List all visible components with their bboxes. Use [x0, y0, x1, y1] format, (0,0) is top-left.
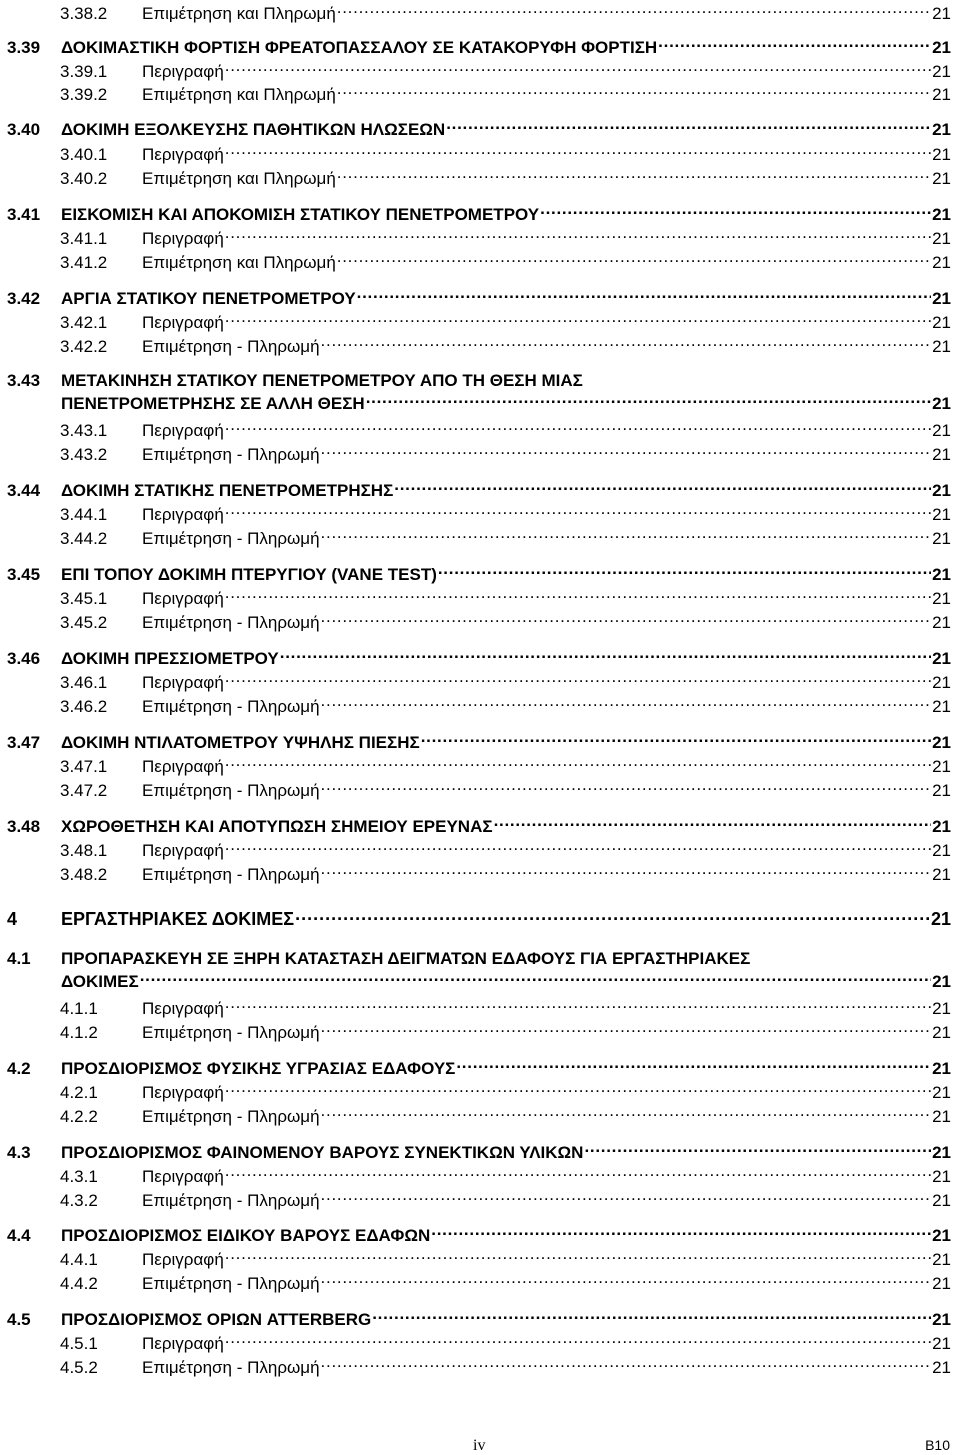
dot-leader [456, 1057, 931, 1074]
toc-title: Επιμέτρηση - Πληρωμή [142, 529, 320, 548]
toc-number: 3.46.1 [60, 673, 108, 692]
toc-entry-4-1-1[interactable] [60, 997, 951, 1020]
toc-title: Περιγραφή [142, 145, 224, 164]
toc-page: 21 [932, 505, 951, 524]
toc-entry-3-41[interactable] [7, 203, 951, 226]
toc-entry-3-47-1[interactable] [60, 755, 951, 778]
toc-page: 21 [932, 394, 951, 413]
toc-page: 21 [932, 289, 951, 308]
toc-number: 4.2.2 [60, 1107, 98, 1126]
toc-entry-3-40[interactable] [7, 118, 951, 141]
toc-entry-3-48-1[interactable] [60, 839, 951, 862]
dot-leader [225, 587, 931, 604]
toc-page: 21 [932, 865, 951, 884]
toc-title: Περιγραφή [142, 1167, 224, 1186]
dot-leader [337, 83, 931, 100]
dot-leader [225, 419, 931, 436]
dot-leader [140, 970, 931, 987]
dot-leader [225, 143, 931, 160]
toc-number: 4.5.2 [60, 1358, 98, 1377]
toc-entry-4-3-1[interactable] [60, 1165, 951, 1188]
toc-title: ΠΡΟΣΔΙΟΡΙΣΜΟΣ ΟΡΙΩΝ ATTERBERG [61, 1310, 372, 1329]
toc-entry-3-47[interactable] [7, 731, 951, 754]
toc-entry-4[interactable] [7, 907, 951, 930]
footer-page-number: iv [473, 1437, 486, 1454]
toc-page: 21 [930, 909, 951, 929]
toc-number: 4.2 [7, 1059, 31, 1078]
dot-leader [225, 1081, 931, 1098]
dot-leader [225, 311, 931, 328]
toc-number: 4.2.1 [60, 1083, 98, 1102]
toc-number: 4.1.1 [60, 999, 98, 1018]
toc-page: 21 [932, 613, 951, 632]
dot-leader [321, 1105, 932, 1122]
toc-number: 3.48 [7, 817, 41, 836]
dot-leader [225, 839, 931, 856]
dot-leader [225, 503, 931, 520]
toc-entry-3-39[interactable] [7, 36, 951, 59]
dot-leader [438, 563, 931, 580]
toc-entry-3-42-1[interactable] [60, 311, 951, 334]
toc-page: 21 [932, 1334, 951, 1353]
toc-page: 21 [932, 1107, 951, 1126]
dot-leader [421, 731, 931, 748]
toc-number: 4.4.2 [60, 1274, 98, 1293]
dot-leader [321, 1356, 932, 1373]
toc-number: 3.38.2 [60, 4, 108, 23]
toc-title: Περιγραφή [142, 1250, 224, 1269]
toc-entry-3-47-2[interactable] [60, 779, 951, 802]
dot-leader [225, 671, 931, 688]
dot-leader [321, 527, 932, 544]
toc-number: 3.47 [7, 733, 41, 752]
dot-leader [225, 227, 931, 244]
toc-page: 21 [932, 205, 951, 224]
toc-number: 3.48.1 [60, 841, 108, 860]
toc-number: 4.3.1 [60, 1167, 98, 1186]
toc-page: 21 [932, 253, 951, 272]
toc-number: 3.45.1 [60, 589, 108, 608]
toc-number: 4.4.1 [60, 1250, 98, 1269]
toc-page: 21 [932, 38, 951, 57]
dot-leader [658, 36, 931, 53]
toc-page: 21 [932, 85, 951, 104]
toc-number: 3.39 [7, 38, 41, 57]
dot-leader [321, 779, 932, 796]
toc-entry-4-3[interactable] [7, 1141, 951, 1164]
toc-number: 3.39.1 [60, 62, 108, 81]
toc-title: ΠΡΟΣΔΙΟΡΙΣΜΟΣ ΕΙΔΙΚΟΥ ΒΑΡΟΥΣ ΕΔΑΦΩΝ [61, 1226, 431, 1245]
toc-title: Επιμέτρηση - Πληρωμή [142, 865, 320, 884]
toc-entry-4-4-2[interactable] [60, 1272, 951, 1295]
toc-title-line2: ΠΕΝΕΤΡΟΜΕΤΡΗΣΗΣ ΣΕ ΑΛΛΗ ΘΕΣΗ [61, 394, 365, 413]
toc-number: 3.42 [7, 289, 41, 308]
dot-leader [321, 611, 932, 628]
toc-page: 21 [932, 313, 951, 332]
dot-leader [280, 647, 931, 664]
dot-leader [225, 1165, 931, 1182]
toc-number: 3.42.1 [60, 313, 108, 332]
toc-entry-3-40-1[interactable] [60, 143, 951, 166]
toc-entry-3-42[interactable] [7, 287, 951, 310]
toc-title: Περιγραφή [142, 589, 224, 608]
toc-number: 4 [7, 909, 18, 929]
toc-entry-3-45-2[interactable] [60, 611, 951, 634]
toc-entry-4-3-2[interactable] [60, 1189, 951, 1212]
toc-entry-3-44-2[interactable] [60, 527, 951, 550]
toc-page: 21 [932, 62, 951, 81]
toc-title: ΠΡΟΣΔΙΟΡΙΣΜΟΣ ΦΑΙΝΟΜΕΝΟΥ ΒΑΡΟΥΣ ΣΥΝΕΚΤΙΚΩΝ ΥΛΙΚΩΝ [61, 1143, 584, 1162]
dot-leader [225, 60, 931, 77]
dot-leader [321, 1189, 932, 1206]
toc-page: 21 [932, 999, 951, 1018]
dot-leader [321, 1021, 932, 1038]
toc-entry-3-38-2[interactable] [60, 2, 951, 25]
toc-entry-3-41-1[interactable] [60, 227, 951, 250]
toc-number: 3.41.2 [60, 253, 108, 272]
dot-leader [431, 1224, 931, 1241]
toc-title: Επιμέτρηση - Πληρωμή [142, 1107, 320, 1126]
toc-entry-4-4-1[interactable] [60, 1248, 951, 1271]
toc-title: Επιμέτρηση - Πληρωμή [142, 445, 320, 464]
toc-page: 21 [932, 841, 951, 860]
toc-number: 3.44.2 [60, 529, 108, 548]
toc-number: 3.40 [7, 120, 41, 139]
dot-leader [446, 118, 931, 135]
toc-page: 21 [932, 169, 951, 188]
toc-number: 3.48.2 [60, 865, 108, 884]
toc-page: 21 [932, 145, 951, 164]
toc-number: 4.5 [7, 1310, 31, 1329]
dot-leader [394, 479, 931, 496]
toc-title: Περιγραφή [142, 757, 224, 776]
dot-leader [321, 1272, 932, 1289]
dot-leader [295, 907, 930, 925]
toc-entry-4-2-2[interactable] [60, 1105, 951, 1128]
toc-page: 21 [932, 229, 951, 248]
toc-title: Περιγραφή [142, 313, 224, 332]
dot-leader [357, 287, 931, 304]
toc-page: 21 [932, 1274, 951, 1293]
toc-entry-3-48-2[interactable] [60, 863, 951, 886]
toc-title: Επιμέτρηση - Πληρωμή [142, 613, 320, 632]
toc-page: 21 [932, 565, 951, 584]
toc-title: Επιμέτρηση - Πληρωμή [142, 337, 320, 356]
toc-title: Επιμέτρηση - Πληρωμή [142, 1274, 320, 1293]
toc-number: 3.47.2 [60, 781, 108, 800]
toc-title: ΔΟΚΙΜΗ ΕΞΟΛΚΕΥΣΗΣ ΠΑΘΗΤΙΚΩΝ ΗΛΩΣΕΩΝ [61, 120, 446, 139]
toc-title: Περιγραφή [142, 673, 224, 692]
toc-page: 21 [932, 1083, 951, 1102]
toc-number: 3.42.2 [60, 337, 108, 356]
dot-leader [321, 443, 932, 460]
toc-entry-4-4[interactable] [7, 1224, 951, 1247]
toc-entry-4-5[interactable] [7, 1308, 951, 1331]
toc-title: Επιμέτρηση - Πληρωμή [142, 1191, 320, 1210]
toc-number: 3.41.1 [60, 229, 108, 248]
toc-title: Επιμέτρηση - Πληρωμή [142, 1023, 320, 1042]
toc-page: 21 [932, 1167, 951, 1186]
toc-page: 21 [932, 481, 951, 500]
toc-number: 3.45.2 [60, 613, 108, 632]
toc-entry-4-5-1[interactable] [60, 1332, 951, 1355]
toc-number: 4.1 [7, 949, 31, 968]
toc-page: 21 [932, 697, 951, 716]
toc-title-line1: ΜΕΤΑΚΙΝΗΣΗ ΣΤΑΤΙΚΟΥ ΠΕΝΕΤΡΟΜΕΤΡΟΥ ΑΠΟ ΤΗ ΘΕΣΗ ΜΙΑΣ [61, 371, 583, 390]
toc-number: 4.3.2 [60, 1191, 98, 1210]
toc-title: ΔΟΚΙΜΗ ΣΤΑΤΙΚΗΣ ΠΕΝΕΤΡΟΜΕΤΡΗΣΗΣ [61, 481, 394, 500]
dot-leader [225, 1332, 931, 1349]
dot-leader [540, 203, 931, 220]
toc-title-line1: ΠΡΟΠΑΡΑΣΚΕΥΗ ΣΕ ΞΗΡΗ ΚΑΤΑΣΤΑΣΗ ΔΕΙΓΜΑΤΩΝ ΕΔΑΦΟΥΣ ΓΙΑ ΕΡΓΑΣΤΗΡΙΑΚΕΣ [61, 949, 751, 968]
toc-number: 3.40.1 [60, 145, 108, 164]
toc-entry-3-44[interactable] [7, 479, 951, 502]
toc-page: 21 [932, 421, 951, 440]
toc-entry-3-45[interactable] [7, 563, 951, 586]
toc-entry-3-39-1[interactable] [60, 60, 951, 83]
dot-leader [366, 392, 931, 409]
toc-number: 3.44.1 [60, 505, 108, 524]
toc-number: 4.4 [7, 1226, 31, 1245]
toc-page: 21 [932, 1358, 951, 1377]
toc-page: 21 [932, 733, 951, 752]
toc-page: 21 [932, 1250, 951, 1269]
toc-title: ΕΡΓΑΣΤΗΡΙΑΚΕΣ ΔΟΚΙΜΕΣ [61, 909, 295, 929]
toc-title: Περιγραφή [142, 1334, 224, 1353]
toc-number: 3.39.2 [60, 85, 108, 104]
toc-page: 21 [932, 781, 951, 800]
toc-entry-3-39-2[interactable] [60, 83, 951, 106]
toc-page: 21 [932, 445, 951, 464]
toc-title: ΔΟΚΙΜΗ ΝΤΙΛΑΤΟΜΕΤΡΟΥ ΥΨΗΛΗΣ ΠΙΕΣΗΣ [61, 733, 420, 752]
toc-entry-3-43[interactable] [7, 370, 951, 415]
toc-title: ΕΙΣΚΟΜΙΣΗ ΚΑΙ ΑΠΟΚΟΜΙΣΗ ΣΤΑΤΙΚΟΥ ΠΕΝΕΤΡΟΜΕΤΡΟΥ [61, 205, 540, 224]
dot-leader [494, 815, 932, 832]
dot-leader [584, 1141, 931, 1158]
dot-leader [372, 1308, 931, 1325]
dot-leader [321, 863, 932, 880]
toc-title: ΔΟΚΙΜΗ ΠΡΕΣΣΙΟΜΕΤΡΟΥ [61, 649, 279, 668]
toc-title: Επιμέτρηση και Πληρωμή [142, 4, 336, 23]
toc-title: Επιμέτρηση - Πληρωμή [142, 697, 320, 716]
toc-entry-3-45-1[interactable] [60, 587, 951, 610]
toc-title: Περιγραφή [142, 62, 224, 81]
toc-page: 21 [932, 1023, 951, 1042]
toc-page: 21 [932, 817, 951, 836]
toc-entry-3-46[interactable] [7, 647, 951, 670]
toc-title: ΠΡΟΣΔΙΟΡΙΣΜΟΣ ΦΥΣΙΚΗΣ ΥΓΡΑΣΙΑΣ ΕΔΑΦΟΥΣ [61, 1059, 456, 1078]
toc-entry-3-41-2[interactable] [60, 251, 951, 274]
toc-entry-4-2[interactable] [7, 1057, 951, 1080]
toc-title: Επιμέτρηση - Πληρωμή [142, 1358, 320, 1377]
toc-entry-3-40-2[interactable] [60, 167, 951, 190]
toc-page: 21 [932, 757, 951, 776]
toc-title: Επιμέτρηση και Πληρωμή [142, 253, 336, 272]
toc-entry-3-46-1[interactable] [60, 671, 951, 694]
toc-number: 3.43.2 [60, 445, 108, 464]
toc-page: 21 [932, 589, 951, 608]
dot-leader [337, 251, 931, 268]
toc-title: Περιγραφή [142, 421, 224, 440]
toc-title: Επιμέτρηση και Πληρωμή [142, 85, 336, 104]
toc-number: 3.45 [7, 565, 41, 584]
toc-number: 3.43 [7, 371, 41, 390]
toc-page: 21 [932, 649, 951, 668]
dot-leader [337, 2, 931, 19]
toc-number: 3.40.2 [60, 169, 108, 188]
toc-page: 21 [932, 1143, 951, 1162]
toc-number: 3.43.1 [60, 421, 108, 440]
toc-number: 4.5.1 [60, 1334, 98, 1353]
toc-number: 3.47.1 [60, 757, 108, 776]
toc-number: 3.46.2 [60, 697, 108, 716]
footer-doc-code: B10 [925, 1437, 950, 1453]
toc-entry-3-43-2[interactable] [60, 443, 951, 466]
toc-page: 21 [932, 1059, 951, 1078]
dot-leader [225, 997, 931, 1014]
toc-number: 3.44 [7, 481, 41, 500]
toc-number: 3.41 [7, 205, 41, 224]
dot-leader [321, 695, 932, 712]
toc-title: ΑΡΓΙΑ ΣΤΑΤΙΚΟΥ ΠΕΝΕΤΡΟΜΕΤΡΟΥ [61, 289, 356, 308]
toc-entry-4-1-2[interactable] [60, 1021, 951, 1044]
toc-entry-4-2-1[interactable] [60, 1081, 951, 1104]
toc-page: 21 [932, 337, 951, 356]
toc-title: Περιγραφή [142, 505, 224, 524]
toc-entry-3-44-1[interactable] [60, 503, 951, 526]
toc-title: Επιμέτρηση και Πληρωμή [142, 169, 336, 188]
toc-title: Περιγραφή [142, 999, 224, 1018]
toc-number: 3.46 [7, 649, 41, 668]
toc-page: 21 [932, 4, 951, 23]
toc-entry-4-1[interactable] [7, 948, 951, 993]
toc-title: ΕΠΙ ΤΟΠΟΥ ΔΟΚΙΜΗ ΠΤΕΡΥΓΙΟΥ (VANE TEST) [61, 565, 437, 584]
toc-title: Περιγραφή [142, 841, 224, 860]
toc-page: 21 [932, 1191, 951, 1210]
toc-title-line2: ΔΟΚΙΜΕΣ [61, 972, 139, 991]
dot-leader [225, 755, 931, 772]
toc-page: 21 [932, 120, 951, 139]
toc-page: 21 [932, 1310, 951, 1329]
toc-entry-4-5-2[interactable] [60, 1356, 951, 1379]
toc-entry-3-46-2[interactable] [60, 695, 951, 718]
toc-page: 21 [932, 972, 951, 991]
toc-entry-3-43-1[interactable] [60, 419, 951, 442]
toc-entry-3-42-2[interactable] [60, 335, 951, 358]
toc-title: ΧΩΡΟΘΕΤΗΣΗ ΚΑΙ ΑΠΟΤΥΠΩΣΗ ΣΗΜΕΙΟΥ ΕΡΕΥΝΑΣ [61, 817, 493, 836]
dot-leader [337, 167, 931, 184]
toc-number: 4.3 [7, 1143, 31, 1162]
toc-title: ΔΟΚΙΜΑΣΤΙΚΗ ΦΟΡΤΙΣΗ ΦΡΕΑΤΟΠΑΣΣΑΛΟΥ ΣΕ ΚΑΤΑΚΟΡΥΦΗ ΦΟΡΤΙΣΗ [61, 38, 658, 57]
toc-entry-3-48[interactable] [7, 815, 951, 838]
toc-number: 4.1.2 [60, 1023, 98, 1042]
toc-page: 21 [932, 529, 951, 548]
toc-title: Περιγραφή [142, 1083, 224, 1102]
toc-title: Επιμέτρηση - Πληρωμή [142, 781, 320, 800]
toc-title: Περιγραφή [142, 229, 224, 248]
dot-leader [321, 335, 932, 352]
toc-page: 21 [932, 1226, 951, 1245]
toc-page: 21 [932, 673, 951, 692]
dot-leader [225, 1248, 931, 1265]
